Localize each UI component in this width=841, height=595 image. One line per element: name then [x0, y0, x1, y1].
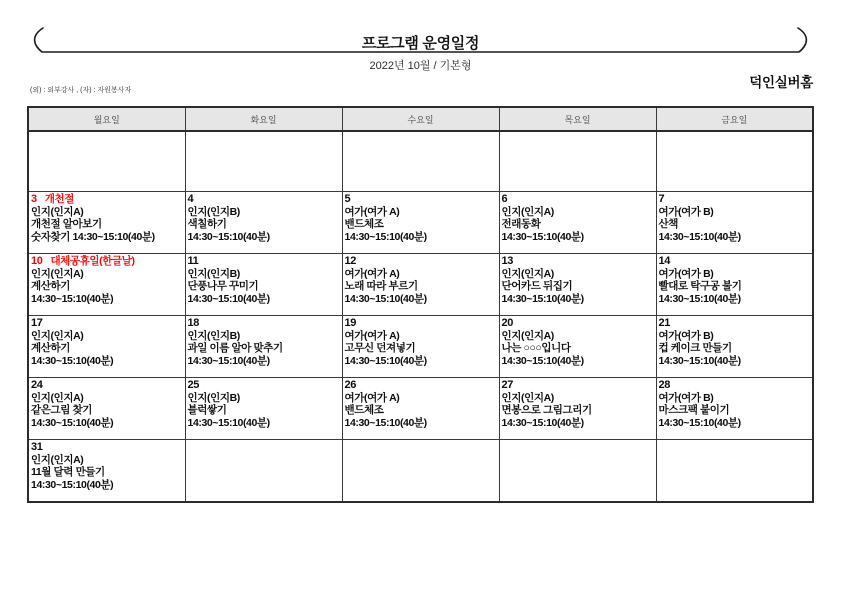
cell-date-line — [502, 255, 654, 268]
cell-date: 4 — [187, 193, 194, 205]
cell-date-line — [345, 255, 497, 268]
cell-line: 노래 따라 부르기 — [344, 280, 418, 293]
cell-line: 14:30~15:10(40분) — [501, 354, 584, 367]
calendar-cell — [28, 131, 185, 192]
cell-date-line — [659, 193, 811, 206]
cell-line: 여가(여가 B) — [658, 329, 714, 342]
calendar-cell — [28, 378, 185, 440]
cell-date: 24 — [31, 379, 43, 391]
cell-line: 14:30~15:10(40분) — [31, 354, 114, 367]
cell-date-line — [31, 441, 183, 454]
calendar-cell — [342, 254, 499, 316]
cell-line: 단풍나무 꾸미기 — [187, 280, 259, 293]
page-title: 프로그램 운영일정 — [361, 35, 480, 52]
calendar-cell — [499, 254, 656, 316]
cell-line: 14:30~15:10(40분) — [501, 230, 584, 243]
cell-line: 14:30~15:10(40분) — [344, 292, 427, 305]
cell-line: 숫자찾기 14:30~15:10(40분) — [31, 230, 155, 243]
calendar-cell — [656, 192, 813, 254]
calendar-cell — [342, 316, 499, 378]
calendar-week-row — [28, 316, 813, 378]
cell-line: 여가(여가 A) — [344, 205, 400, 218]
cell-line: 개천절 알아보기 — [31, 218, 102, 231]
cell-line: 같은그림 찾기 — [31, 404, 92, 417]
calendar-cell — [499, 316, 656, 378]
cell-line: 11월 달력 만들기 — [31, 466, 105, 479]
cell-line: 14:30~15:10(40분) — [187, 416, 270, 429]
cell-line: 인지(인지A) — [501, 267, 554, 280]
day-header: 화요일 — [185, 107, 342, 131]
cell-line: 14:30~15:10(40분) — [658, 292, 741, 305]
cell-line: 계산하기 — [31, 280, 70, 293]
cell-line: 마스크팩 붙이기 — [658, 404, 730, 417]
cell-line: 인지(인지B) — [187, 267, 240, 280]
cell-line: 인지(인지A) — [31, 453, 84, 466]
calendar-week-row — [28, 131, 813, 192]
cell-line: 면봉으로 그림그리기 — [501, 404, 592, 417]
calendar-cell — [342, 440, 499, 503]
cell-date: 14 — [658, 255, 670, 267]
cell-line: 인지(인지B) — [187, 329, 240, 342]
cell-line: 나는 ○○○입니다 — [501, 342, 571, 355]
day-header: 목요일 — [499, 107, 656, 131]
cell-date-line — [502, 379, 654, 392]
cell-date-line — [31, 317, 183, 330]
cell-line: 인지(인지B) — [187, 391, 240, 404]
cell-date: 27 — [501, 379, 513, 391]
calendar-cell — [28, 192, 185, 254]
cell-line: 여가(여가 A) — [344, 267, 400, 280]
cell-date: 31 — [31, 441, 43, 453]
facility-name: 덕인실버홈 — [749, 75, 813, 90]
calendar-cell — [342, 192, 499, 254]
cell-date-line — [659, 317, 811, 330]
cell-date-line — [345, 193, 497, 206]
cell-date: 28 — [658, 379, 670, 391]
cell-date: 5 — [344, 193, 351, 205]
calendar-cell — [342, 131, 499, 192]
cell-date-line — [345, 317, 497, 330]
cell-line: 14:30~15:10(40분) — [187, 354, 270, 367]
cell-line: 인지(인지A) — [31, 391, 84, 404]
calendar-cell — [499, 440, 656, 503]
cell-line: 인지(인지A) — [501, 329, 554, 342]
calendar-cell — [656, 131, 813, 192]
day-header: 금요일 — [656, 107, 813, 131]
calendar-cell — [185, 254, 342, 316]
cell-line: 계산하기 — [31, 342, 70, 355]
cell-line: 인지(인지A) — [31, 329, 84, 342]
cell-line: 여가(여가 B) — [658, 391, 714, 404]
calendar-cell — [499, 131, 656, 192]
calendar-table — [27, 106, 814, 503]
cell-line: 14:30~15:10(40분) — [31, 478, 114, 491]
cell-date: 13 — [501, 255, 513, 267]
cell-date-line — [188, 317, 340, 330]
cell-line: 14:30~15:10(40분) — [31, 416, 114, 429]
calendar-cell — [656, 440, 813, 503]
calendar-cell — [28, 316, 185, 378]
cell-date: 21 — [658, 317, 670, 329]
cell-date-line — [31, 193, 183, 206]
cell-line: 14:30~15:10(40분) — [187, 292, 270, 305]
cell-line: 밴드체조 — [344, 218, 384, 231]
cell-line: 인지(인지A) — [501, 205, 554, 218]
calendar-cell — [499, 192, 656, 254]
cell-line: 여가(여가 A) — [344, 329, 400, 342]
calendar-week-row — [28, 254, 813, 316]
cell-line: 인지(인지A) — [31, 205, 84, 218]
cell-line: 과일 이름 알아 맞추기 — [187, 342, 283, 355]
cell-date: 12 — [344, 255, 356, 267]
cell-line: 전래동화 — [501, 218, 541, 231]
cell-line: 산책 — [658, 218, 678, 231]
calendar-cell — [656, 254, 813, 316]
cell-date: 25 — [187, 379, 199, 391]
cell-line: 인지(인지B) — [187, 205, 240, 218]
cell-holiday-label: 개천절 — [44, 193, 74, 205]
calendar-cell — [185, 192, 342, 254]
cell-date: 26 — [344, 379, 356, 391]
cell-line: 14:30~15:10(40분) — [187, 230, 270, 243]
day-header: 월요일 — [28, 107, 185, 131]
cell-line: 인지(인지A) — [501, 391, 554, 404]
cell-holiday-label: 대체공휴일(한글날) — [50, 255, 135, 267]
cell-date-line — [188, 193, 340, 206]
cell-line: 고무신 던져넣기 — [344, 342, 416, 355]
calendar-cell — [656, 378, 813, 440]
cell-date: 20 — [501, 317, 513, 329]
cell-date-line — [502, 317, 654, 330]
cell-line: 여가(여가 A) — [344, 391, 400, 404]
cell-line: 인지(인지A) — [31, 267, 84, 280]
cell-line: 여가(여가 B) — [658, 267, 714, 280]
cell-line: 여가(여가 B) — [658, 205, 714, 218]
cell-line: 밴드체조 — [344, 404, 384, 417]
calendar-week-row — [28, 378, 813, 440]
cell-line: 14:30~15:10(40분) — [344, 230, 427, 243]
calendar-cell — [185, 378, 342, 440]
cell-date-line — [502, 193, 654, 206]
calendar-cell — [185, 316, 342, 378]
calendar-cell — [185, 131, 342, 192]
cell-date: 19 — [344, 317, 356, 329]
cell-date-line — [188, 379, 340, 392]
cell-line: 14:30~15:10(40분) — [31, 292, 114, 305]
cell-line: 블럭쌓기 — [187, 404, 227, 417]
cell-date-line — [188, 255, 340, 268]
legend-note: (외) : 외부강사 , (자) : 자원봉사자 — [30, 87, 132, 94]
calendar-cell — [28, 254, 185, 316]
cell-date-line — [659, 255, 811, 268]
cell-line: 14:30~15:10(40분) — [658, 416, 741, 429]
calendar-cell — [499, 378, 656, 440]
cell-date-line — [659, 379, 811, 392]
calendar-cell — [28, 440, 185, 503]
calendar-week-row — [28, 192, 813, 254]
cell-line: 14:30~15:10(40분) — [501, 416, 584, 429]
cell-date: 11 — [187, 255, 199, 267]
cell-line: 14:30~15:10(40분) — [658, 354, 741, 367]
day-header-row — [28, 107, 813, 131]
cell-date: 6 — [501, 193, 508, 205]
cell-date: 3 — [31, 193, 37, 205]
cell-date: 18 — [187, 317, 199, 329]
cell-line: 14:30~15:10(40분) — [658, 230, 741, 243]
cell-date-line — [31, 255, 183, 268]
cell-date: 17 — [31, 317, 43, 329]
cell-date-line — [31, 379, 183, 392]
cell-line: 컵 케이크 만들기 — [658, 342, 732, 355]
cell-date: 10 — [31, 255, 43, 267]
calendar-cell — [185, 440, 342, 503]
calendar-cell — [342, 378, 499, 440]
cell-date-line — [345, 379, 497, 392]
page-subtitle: 2022년 10월 / 기본형 — [369, 60, 472, 72]
cell-line: 색칠하기 — [187, 218, 227, 231]
cell-line: 단어카드 뒤집기 — [501, 280, 573, 293]
cell-line: 14:30~15:10(40분) — [344, 416, 427, 429]
day-header: 수요일 — [342, 107, 499, 131]
cell-line: 14:30~15:10(40분) — [344, 354, 427, 367]
cell-line: 14:30~15:10(40분) — [501, 292, 584, 305]
calendar-cell — [656, 316, 813, 378]
cell-date: 7 — [658, 193, 665, 205]
calendar-week-row — [28, 440, 813, 503]
cell-line: 빨대로 탁구공 불기 — [658, 280, 742, 293]
